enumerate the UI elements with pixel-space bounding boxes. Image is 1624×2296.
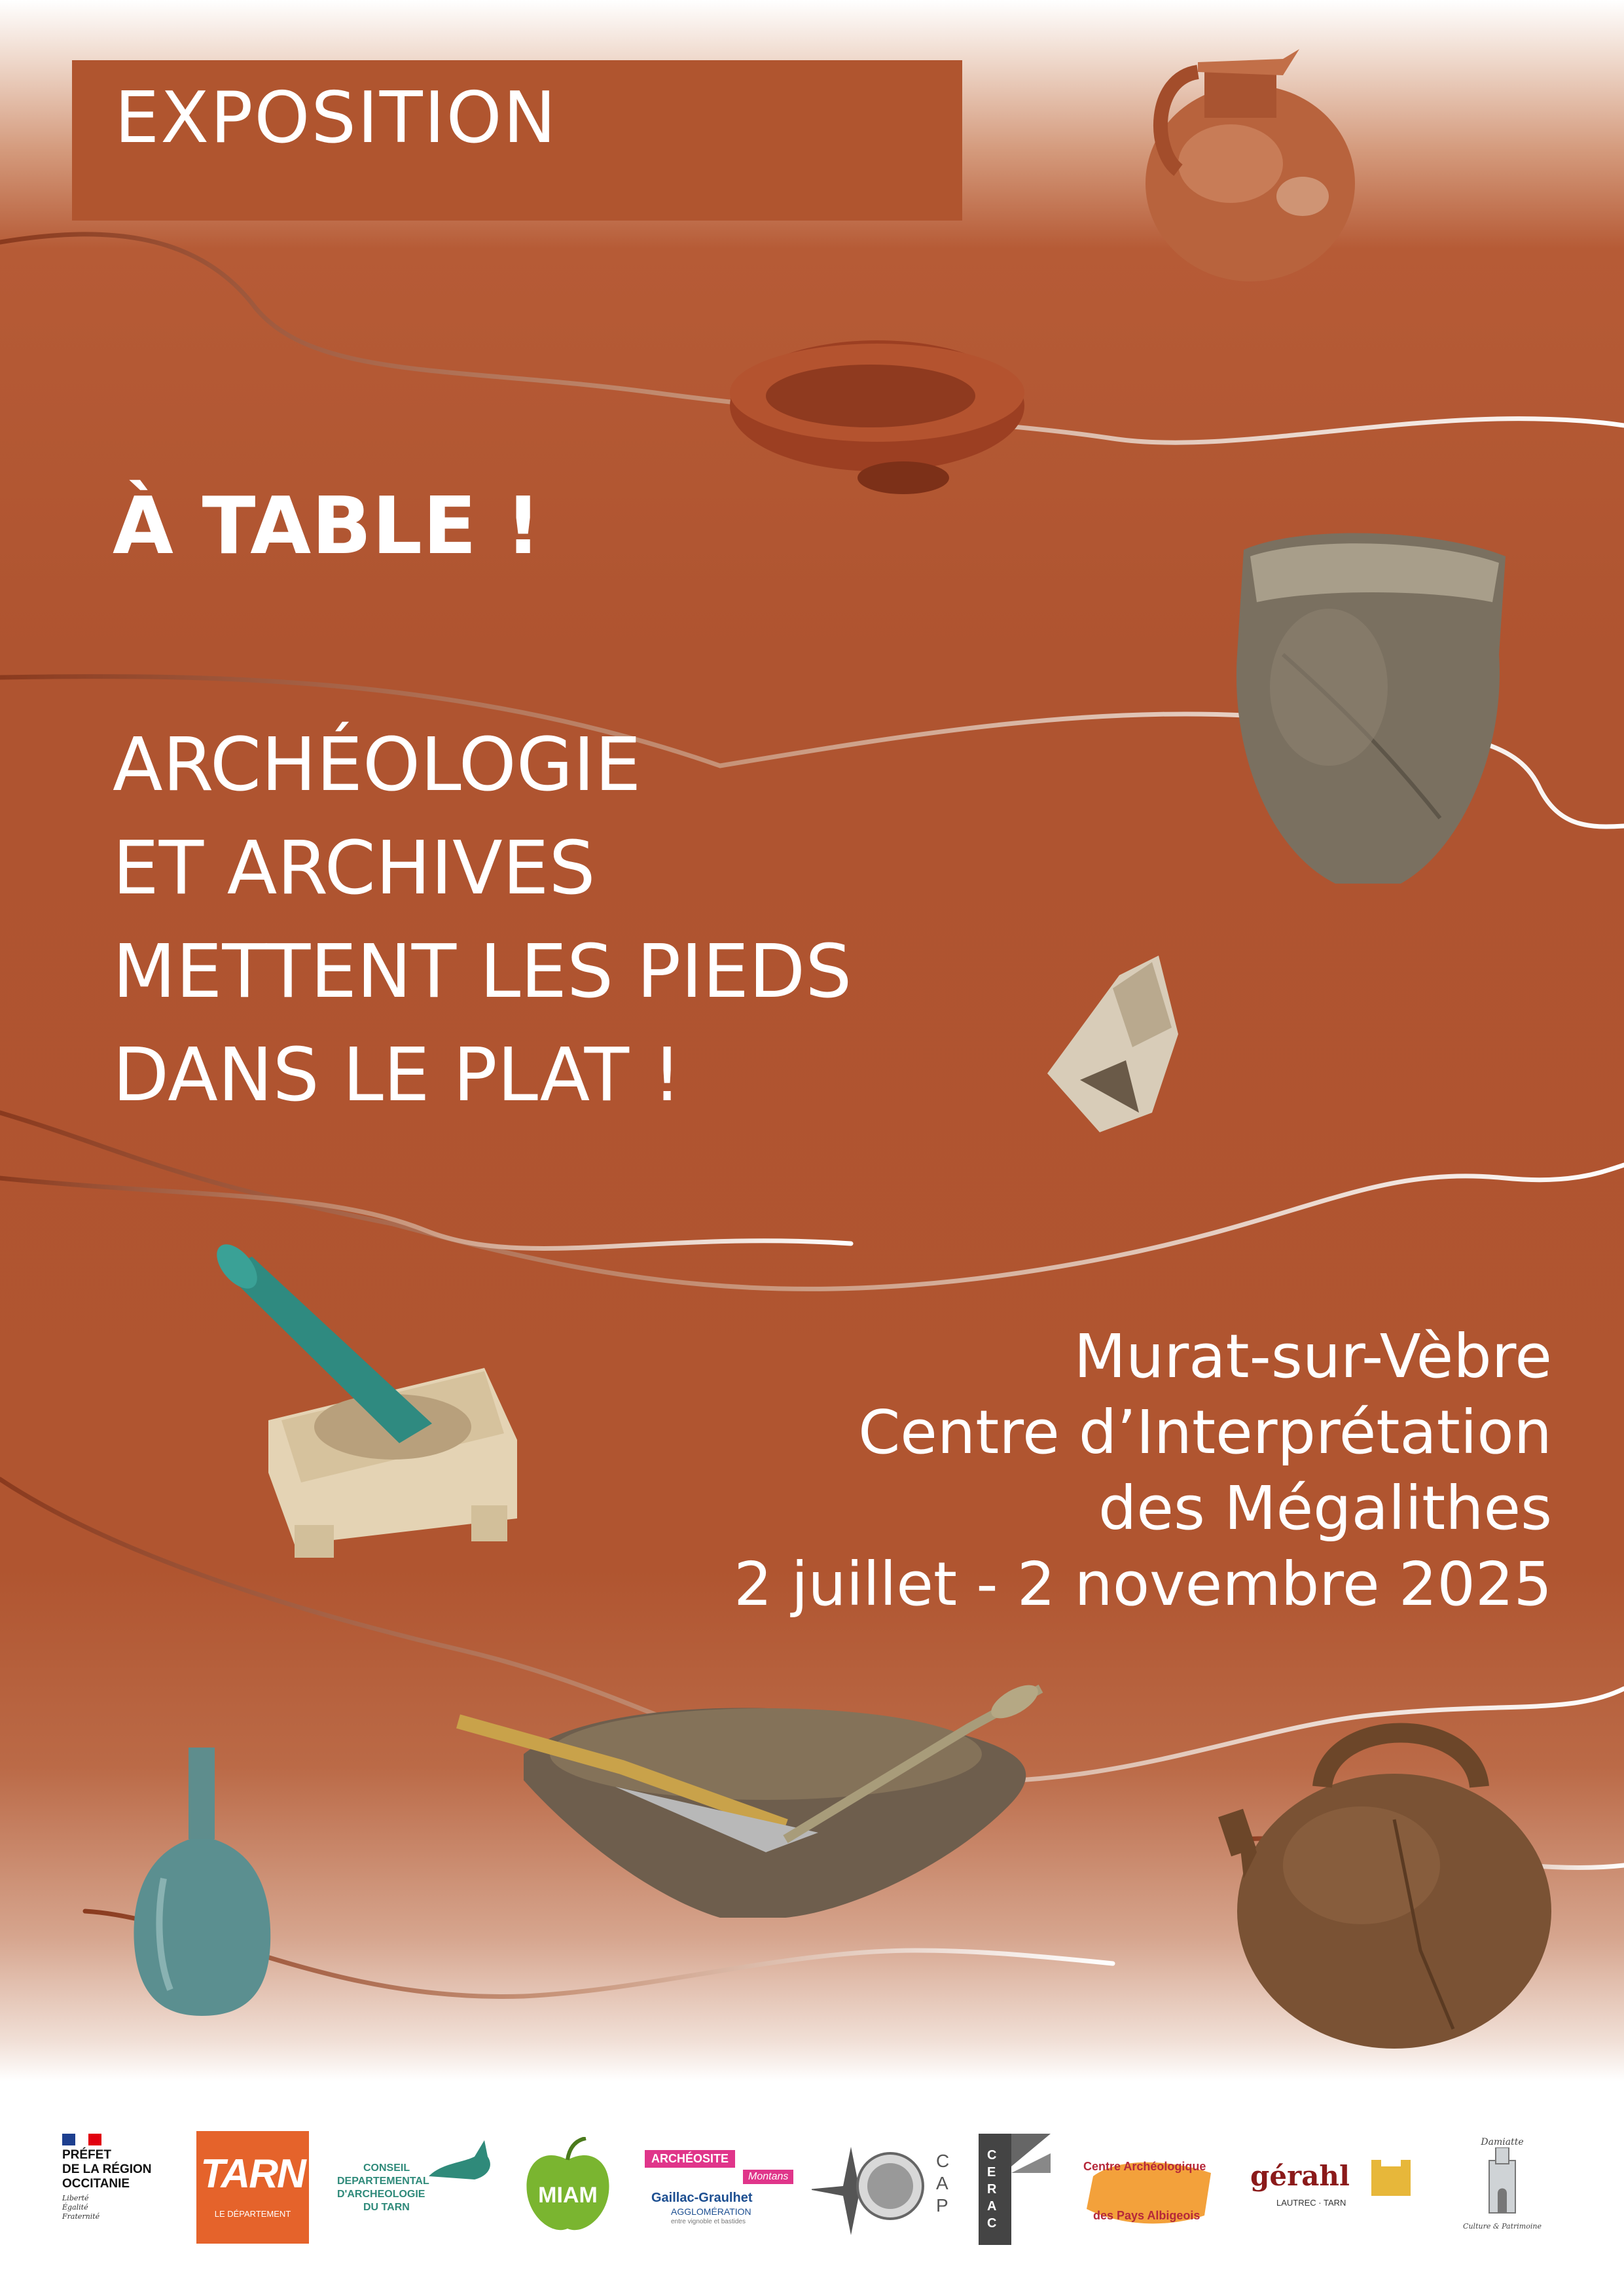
subtitle-line: ARCHÉOLOGIE <box>113 723 641 808</box>
cap-name: CAP <box>936 2151 950 2215</box>
cda-line1: CONSEIL <box>363 2162 410 2174</box>
prefet-motto3: Fraternité <box>62 2212 100 2221</box>
partner-logos-footer <box>0 2081 1624 2296</box>
gerahl-logo <box>1250 2153 1420 2225</box>
venue-info <box>734 1319 1552 1623</box>
prefet-line3: OCCITANIE <box>62 2177 130 2191</box>
cda-line4: DU TARN <box>363 2202 410 2213</box>
deco-line-4 <box>0 1178 851 1248</box>
exposition-label: EXPOSITION <box>115 77 558 159</box>
prefet-line1: PRÉFET <box>62 2148 111 2162</box>
glass-bottle-image <box>134 1748 270 2016</box>
tarn-sub: LE DÉPARTEMENT <box>214 2209 291 2219</box>
archeosite-montans-logo <box>645 2150 795 2235</box>
archeosite-line5: entre vignoble et bastides <box>671 2218 746 2225</box>
tarn-name: TARN <box>200 2151 305 2197</box>
damiatte-logo <box>1453 2137 1551 2248</box>
capa-line2: des Pays Albigeois <box>1093 2209 1200 2222</box>
cap-logo <box>812 2140 962 2238</box>
archeosite-line2: Montans <box>743 2170 793 2184</box>
subtitle-line: METTENT LES PIEDS <box>113 929 852 1014</box>
venue-town: Murat-sur-Vèbre <box>1074 1321 1552 1391</box>
teapot-image <box>1231 1733 1551 2049</box>
gerahl-sub: LAUTREC · TARN <box>1276 2198 1346 2208</box>
miam-name: MIAM <box>538 2183 598 2208</box>
prefet-occitanie-logo <box>62 2134 173 2221</box>
subtitle-line: DANS LE PLAT ! <box>113 1033 682 1118</box>
miam-logo <box>524 2137 612 2242</box>
flint-shard-image <box>1047 956 1178 1132</box>
marianne-flag-icon <box>62 2134 101 2145</box>
archeosite-line3: Gaillac-Graulhet <box>651 2191 753 2205</box>
cerac-name: CERAC <box>987 2148 997 2231</box>
tarn-departement-logo <box>196 2131 309 2244</box>
cerac-logo <box>975 2134 1054 2245</box>
capa-logo <box>1074 2144 1231 2235</box>
gerahl-name: gérahl <box>1250 2160 1350 2192</box>
bowl-cutlery-image <box>458 1678 1043 1918</box>
mortar-pestle-image <box>209 1237 517 1558</box>
cda-line3: D'ARCHEOLOGIE <box>337 2189 425 2200</box>
lime-kiln-icon <box>1473 2147 1532 2219</box>
exhibition-title: À TABLE ! <box>113 481 542 572</box>
prefet-motto1: Liberté <box>62 2194 89 2202</box>
prefet-line2: DE LA RÉGION <box>62 2162 152 2176</box>
jug-image <box>1146 49 1355 281</box>
exhibition-subtitle <box>113 713 852 1127</box>
archeosite-line1: ARCHÉOSITE <box>645 2150 735 2168</box>
damiatte-line2: Culture & Patrimoine <box>1463 2222 1542 2231</box>
grey-pot-image <box>1236 533 1506 884</box>
cda-tarn-logo <box>331 2137 507 2242</box>
venue-place-line2: des Mégalithes <box>1098 1473 1552 1543</box>
castle-icon <box>1368 2153 1414 2199</box>
archeosite-line4: AGGLOMÉRATION <box>671 2206 751 2217</box>
capa-line1: Centre Archéologique <box>1083 2160 1206 2173</box>
venue-dates: 2 juillet - 2 novembre 2025 <box>734 1549 1552 1619</box>
venue-place-line1: Centre d’Interprétation <box>858 1397 1552 1467</box>
cda-line2: DEPARTEMENTAL <box>337 2176 429 2187</box>
damiatte-line1: Damiatte <box>1481 2137 1524 2147</box>
subtitle-line: ET ARCHIVES <box>113 826 596 911</box>
gazelle-icon <box>422 2137 501 2189</box>
red-bowl-image <box>730 340 1024 494</box>
prefet-motto2: Égalité <box>62 2203 88 2212</box>
